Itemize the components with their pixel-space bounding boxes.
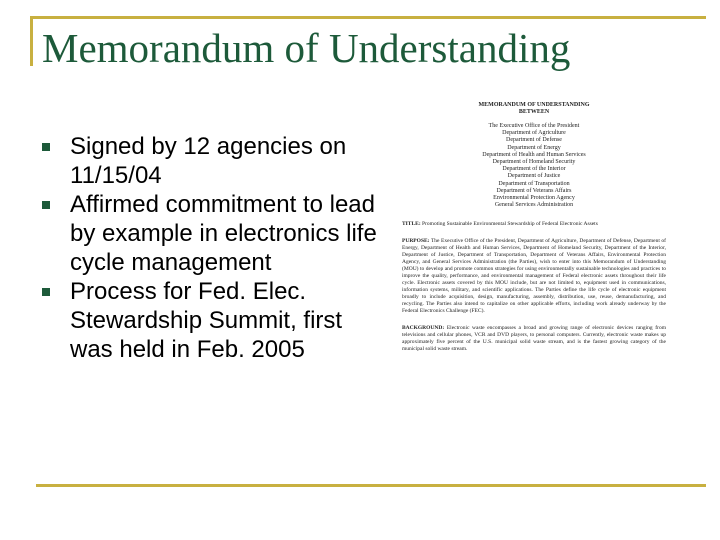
agency-name: Department of Energy [507,144,561,151]
agency-name: General Services Administration [494,202,574,209]
bullet-text: Affirmed commitment to lead by example in electronics life cycle management [70,191,377,276]
square-bullet-icon [42,201,50,209]
document-background-section [402,325,666,353]
agency-name: Department of the Interior [502,166,566,173]
footer-rule [36,484,706,487]
agency-name: Department of Transportation [498,180,570,187]
slide-title: Memorandum of Understanding [42,25,571,71]
document-title-section [402,221,666,228]
title-label: TITLE: [402,221,421,228]
purpose-text: The Executive Office of the President, Department of Agriculture, Department of Defense, Department of Energy, Department of Health and Human Services, Department of Homeland Security, Department of the Interior, Department of Justice, Department of Transportation, Department of Veterans Affairs, Environmental Protection Agency, and General Services Administration (the Parties), wish to enter into this Memorandum of Understanding (MOU) to develop and promote common strategies for using environmentally sustainable technologies and practices to improve the quality, performance, and environmental management of Federal electronic assets throughout their life cycle. Electronic assets covered by this MOU include, but are not limited to, equipment used in communications, information systems, military, and scientific applications. The Parties define the life cycle of electronic equipment broadly to include acquisition, design, manufacturing, assembly, distribution, use, reuse, demanufacturing, and recycling. The Parties also intend to capitalize on other applicable efforts, including work already underway by the Federal Electronics Challenge (FEC). [402,238,666,315]
document-heading: MEMORANDUM OF UNDERSTANDING [478,102,590,108]
mou-document-image [402,102,666,472]
agency-list [402,123,666,209]
bullet-text: Process for Fed. Elec. Stewardship Summit, first was held in Feb. 2005 [70,278,343,363]
background-label: BACKGROUND: [402,325,445,332]
background-text: Electronic waste encompasses a broad and growing range of electronic devices ranging from televisions and cellular phones, VCR and DVD players, to personal computers. Currently, electronic waste makes up approximately five percent of the U.S. municipal solid waste stream, and is the fastest growing category of the municipal solid waste stream. [402,325,666,353]
document-header [402,102,666,116]
square-bullet-icon [42,143,50,151]
agency-name: Department of Justice [507,173,561,180]
agency-name: Department of Agriculture [502,130,566,137]
document-purpose-section [402,238,666,315]
agency-name: Department of Veterans Affairs [496,187,572,194]
document-subheading: BETWEEN [518,109,550,115]
accent-bar-vertical [30,16,33,66]
bullet-list [38,132,378,364]
agency-name: Department of Homeland Security [492,159,576,166]
agency-name: Department of Health and Human Services [482,151,586,158]
bullet-text: Signed by 12 agencies on 11/15/04 [70,133,347,189]
agency-name: Department of Defense [506,137,562,144]
purpose-label: PURPOSE: [402,238,430,245]
bullet-item [38,277,378,364]
agency-name: The Executive Office of the President [488,123,580,129]
bullet-item [38,190,378,277]
bullet-item [38,132,378,190]
title-text: Promoting Sustainable Environmental Stewardship of Federal Electronic Assets [422,221,598,228]
square-bullet-icon [42,288,50,296]
agency-name: Environmental Protection Agency [493,195,575,202]
accent-bar-top [30,16,706,19]
